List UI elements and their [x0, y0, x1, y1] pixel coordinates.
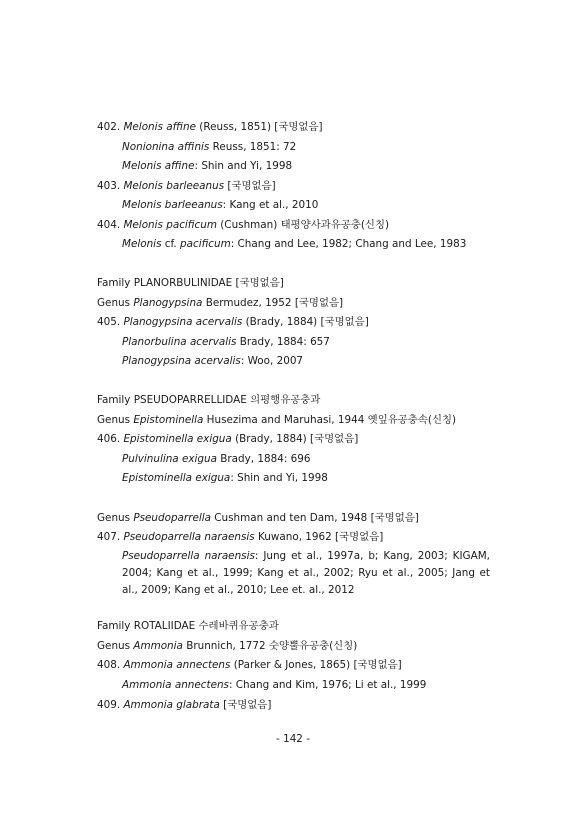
- reference-line: [122, 452, 310, 466]
- text-segment: 405.: [97, 316, 124, 328]
- entry-line: [97, 619, 279, 633]
- italic-taxon-name: Pseudoparrella: [133, 512, 211, 524]
- reference-line: [122, 237, 466, 251]
- text-segment: Genus: [97, 297, 134, 309]
- italic-taxon-name: Melonis pacificum: [123, 219, 217, 231]
- text-segment: (Cushman) 태평양사과유공충(신칭): [216, 219, 390, 231]
- text-segment: (Parker & Jones, 1865) [국명없음]: [230, 659, 402, 671]
- entry-line: [97, 511, 419, 525]
- italic-taxon-name: Melonis barleeanus: [122, 199, 223, 211]
- italic-taxon-name: Planogypsina: [133, 297, 203, 309]
- text-segment: cf.: [161, 238, 181, 250]
- entry-line: [97, 276, 284, 290]
- italic-taxon-name: Planogypsina acervalis: [122, 355, 241, 367]
- italic-taxon-name: Pseudoparrella naraensis: [122, 550, 255, 562]
- text-segment: Genus: [97, 512, 134, 524]
- reference-line: [122, 548, 490, 599]
- text-segment: Reuss, 1851: 72: [209, 141, 297, 153]
- reference-line: [122, 198, 318, 212]
- entry-line: [97, 393, 320, 407]
- text-segment: (Brady, 1884) [국명없음]: [242, 316, 369, 328]
- text-segment: 404.: [97, 219, 124, 231]
- text-segment: : Shin and Yi, 1998: [230, 472, 328, 484]
- entry-line: [97, 218, 389, 232]
- entry-line: [97, 658, 402, 672]
- italic-taxon-name: Pulvinulina exigua: [122, 453, 217, 465]
- text-segment: [국명없음]: [219, 699, 272, 711]
- text-segment: 402.: [97, 121, 124, 133]
- italic-taxon-name: Melonis affine: [123, 121, 196, 133]
- entry-line: [97, 120, 323, 134]
- text-segment: Family PLANORBULINIDAE [국명없음]: [97, 277, 284, 289]
- entry-line: [97, 413, 456, 427]
- entry-line: [97, 179, 276, 193]
- text-segment: Cushman and ten Dam, 1948 [국명없음]: [211, 512, 419, 524]
- text-segment: Brady, 1884: 696: [216, 453, 311, 465]
- text-segment: Husezima and Maruhasi, 1944 옛잎유공충속(신칭): [203, 414, 457, 426]
- reference-line: [122, 354, 303, 368]
- text-segment: Genus: [97, 414, 134, 426]
- italic-taxon-name: Epistominella: [133, 414, 204, 426]
- text-segment: 409.: [97, 699, 124, 711]
- text-segment: [국명없음]: [224, 180, 276, 192]
- italic-taxon-name: Planorbulina acervalis: [122, 336, 237, 348]
- text-segment: Brunnich, 1772 숫양뿔유공충(신칭): [182, 640, 358, 652]
- italic-taxon-name: Epistominella exigua: [122, 472, 231, 484]
- text-segment: : Chang and Lee, 1982; Chang and Lee, 1983: [230, 238, 467, 250]
- reference-line: [122, 140, 296, 154]
- reference-line: [122, 159, 292, 173]
- text-segment: 408.: [97, 659, 124, 671]
- italic-taxon-name: Pseudoparrella naraensis: [123, 531, 255, 543]
- italic-taxon-name: Epistominella exigua: [123, 433, 232, 445]
- text-segment: 406.: [97, 433, 124, 445]
- text-segment: Kuwano, 1962 [국명없음]: [254, 531, 384, 543]
- italic-taxon-name: Ammonia annectens: [122, 679, 229, 691]
- text-segment: : Shin and Yi, 1998: [194, 160, 293, 172]
- text-segment: Genus: [97, 640, 134, 652]
- entry-line: [97, 315, 369, 329]
- text-segment: (Reuss, 1851) [국명없음]: [195, 121, 323, 133]
- entry-line: [97, 639, 357, 653]
- text-segment: : Kang et al., 2010: [222, 199, 319, 211]
- reference-line: [122, 678, 426, 692]
- italic-taxon-name: pacificum: [180, 238, 231, 250]
- italic-taxon-name: Ammonia: [133, 640, 183, 652]
- text-segment: : Woo, 2007: [240, 355, 304, 367]
- italic-taxon-name: Planogypsina acervalis: [123, 316, 243, 328]
- text-segment: 403.: [97, 180, 124, 192]
- italic-taxon-name: Ammonia glabrata: [123, 699, 220, 711]
- entry-line: [97, 698, 271, 712]
- text-segment: Family ROTALIIDAE 수레바퀴유공충과: [97, 620, 279, 632]
- entry-line: [97, 296, 343, 310]
- text-segment: Bermudez, 1952 [국명없음]: [202, 297, 344, 309]
- italic-taxon-name: Ammonia annectens: [123, 659, 231, 671]
- text-segment: : Jung et al., 1997a, b; Kang, 2003; KIGAM, 2004; Kang et al., 1999; Kang et al., 2002; Ryu et al., 2005; Jang et al., 2009; Kang et al., 2010; Lee et. al., 2012: [122, 550, 490, 596]
- text-segment: (Brady, 1884) [국명없음]: [231, 433, 359, 445]
- reference-line: [122, 335, 330, 349]
- text-segment: 407.: [97, 531, 124, 543]
- text-segment: Brady, 1884: 657: [236, 336, 330, 348]
- italic-taxon-name: Nonionina affinis: [122, 141, 210, 153]
- italic-taxon-name: Melonis affine: [122, 160, 195, 172]
- text-segment: : Chang and Kim, 1976; Li et al., 1999: [228, 679, 427, 691]
- entry-line: [97, 432, 358, 446]
- entry-line: [97, 530, 383, 544]
- reference-line: [122, 471, 328, 485]
- italic-taxon-name: Melonis: [122, 238, 162, 250]
- italic-taxon-name: Melonis barleeanus: [123, 180, 225, 192]
- page-number: - 142 -: [276, 733, 310, 745]
- text-segment: Family PSEUDOPARRELLIDAE 의평행유공충과: [97, 394, 321, 406]
